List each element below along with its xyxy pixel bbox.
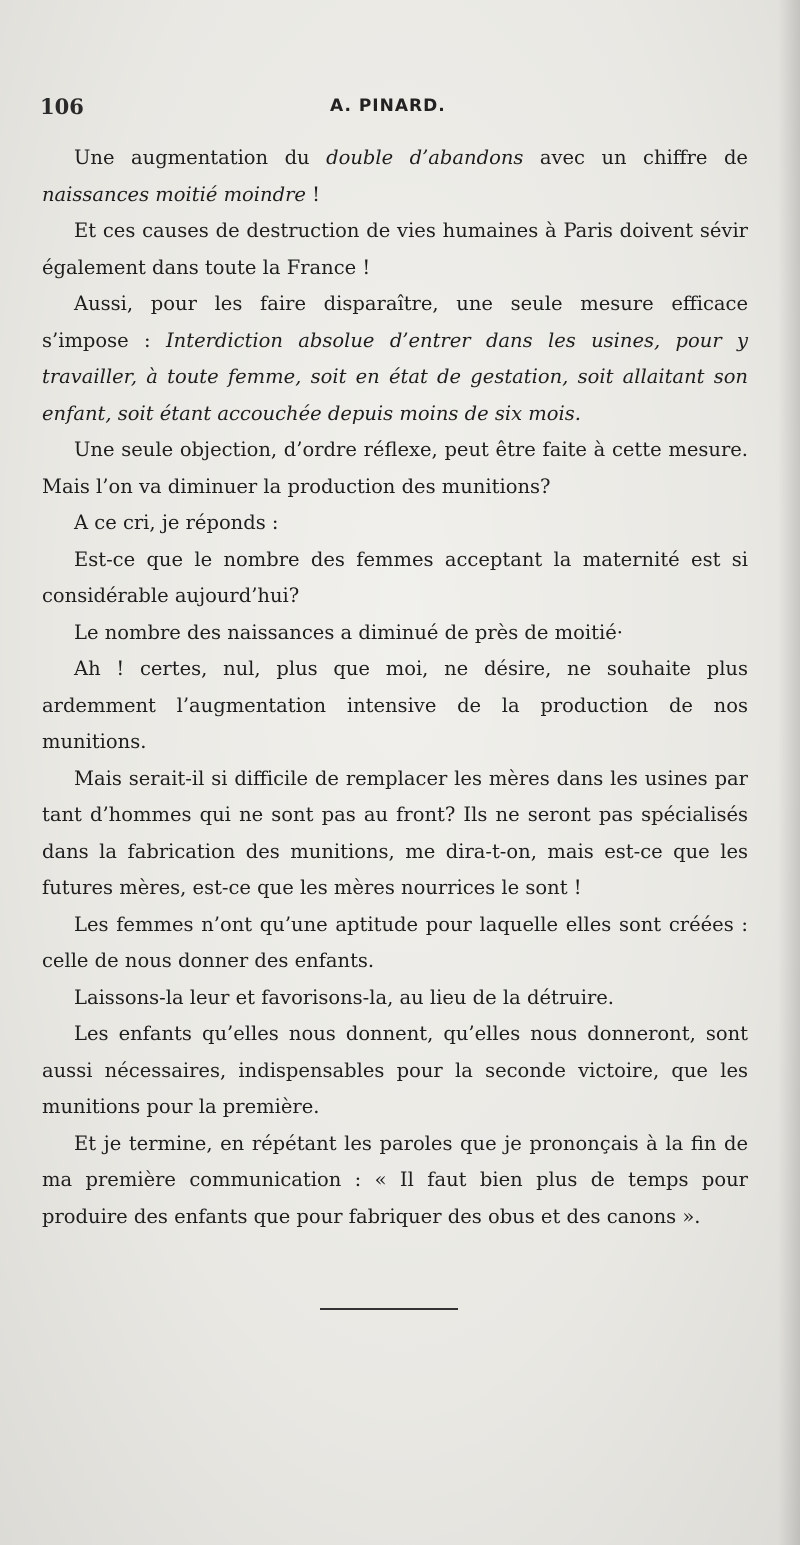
page-number: 106 <box>40 94 84 119</box>
page-header <box>40 92 745 122</box>
paragraph <box>42 761 748 907</box>
text-run: Laissons-la leur et favorisons-la, au lieu de la détruire. <box>74 985 615 1009</box>
text-run: Est-ce que le nombre des femmes acceptant la maternité est si considérable aujourd’hui? <box>42 547 748 607</box>
paragraph <box>42 542 748 615</box>
text-run: Une seule objection, d’ordre réflexe, peut être faite à cette mesure. Mais l’on va diminuer la production des munitions? <box>42 438 748 498</box>
text-run: Les enfants qu’elles nous donnent, qu’elles nous donneront, sont aussi nécessaires, indispensables pour la seconde victoire, que les munitions pour la première. <box>42 1022 748 1118</box>
italic-text: Interdiction absolue d’entrer dans les usines, pour y travailler, à toute femme, soit en état de gestation, soit allaitant son enfant, soit étant accouchée depuis moins de six mois. <box>42 328 749 425</box>
paragraph <box>42 980 748 1017</box>
paragraph <box>42 615 748 652</box>
text-run: Une augmentation du <box>74 146 327 169</box>
text-run: Et je termine, en répétant les paroles que je prononçais à la fin de ma première communication : « Il faut bien plus de temps pour produire des enfants que pour fabriquer des obus et des canons ». <box>42 1131 748 1228</box>
paragraph <box>42 140 748 213</box>
text-run: Et ces causes de destruction de vies humaines à Paris doivent sévir également dans toute la France ! <box>42 219 748 279</box>
paragraph <box>42 907 748 980</box>
paragraph <box>42 651 748 761</box>
paragraph <box>42 286 748 432</box>
paragraph <box>42 213 748 286</box>
paragraph <box>42 505 748 542</box>
text-run: Le nombre des naissances a diminué de près de moitié· <box>74 620 623 644</box>
italic-text: double d’abandons <box>326 146 524 169</box>
text-run: ! <box>305 182 320 206</box>
paragraph <box>42 432 748 505</box>
text-run: avec un chiffre de <box>523 146 748 169</box>
page-edge-shadow <box>778 0 800 1545</box>
text-run: Les femmes n’ont qu’une aptitude pour laquelle elles sont créées : celle de nous donner des enfants. <box>42 912 748 972</box>
text-run: Aussi, pour les faire disparaître, une seule mesure efficace s’impose : <box>42 292 748 352</box>
italic-text: naissances moitié moindre <box>42 182 306 206</box>
paragraph <box>42 1016 748 1126</box>
running-head: A. PINARD. <box>330 96 446 116</box>
text-run: Mais serait-il si difficile de remplacer les mères dans les usines par tant d’hommes qui ne sont pas au front? Ils ne seront pas spécialisés dans la fabrication des munitions, me dira-t-on, mais est-ce que les futures mères, est-ce que les mères nourrices le sont ! <box>42 766 748 899</box>
section-end-rule <box>320 1308 458 1310</box>
text-run: Ah ! certes, nul, plus que moi, ne désire, ne souhaite plus ardemment l’augmentation intensive de la production de nos munitions. <box>42 657 748 753</box>
text-run: A ce cri, je réponds : <box>74 511 279 534</box>
body-text <box>42 140 748 1235</box>
paragraph <box>42 1126 748 1236</box>
